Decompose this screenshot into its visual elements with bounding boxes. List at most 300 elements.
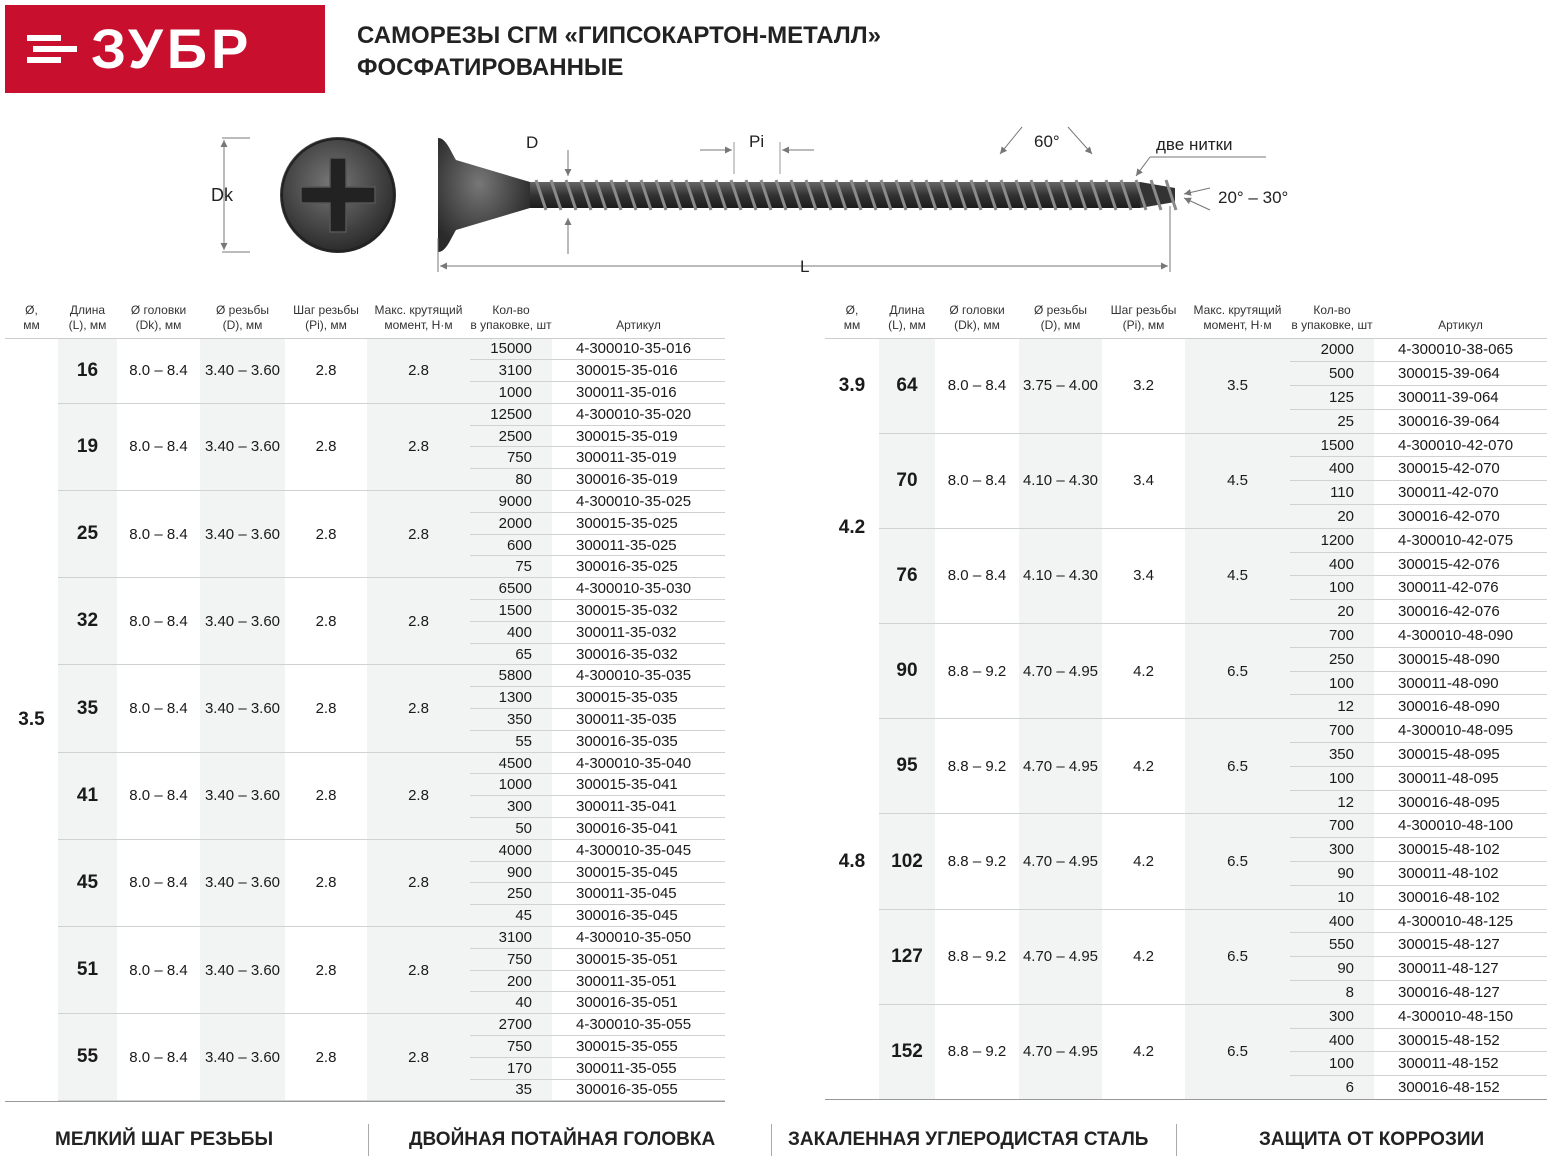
length-cell: 70 (879, 433, 935, 528)
article-cell: 300015-48-095 (1374, 743, 1547, 767)
article-cell: 4-300010-42-075 (1374, 528, 1547, 552)
article-cell: 300015-48-102 (1374, 838, 1547, 862)
article-cell: 300015-35-041 (552, 774, 725, 796)
head-diameter-cell: 8.0 – 8.4 (117, 839, 200, 926)
article-cell: 300011-35-019 (552, 447, 725, 469)
column-header-line: (D), мм (222, 317, 263, 332)
article-cell: 4-300010-48-125 (1374, 909, 1547, 933)
column-header-thread (1019, 298, 1102, 338)
quantity-cell: 2000 (1290, 338, 1374, 362)
thread-diameter-cell: 3.75 – 4.00 (1019, 338, 1102, 433)
column-header-line: Кол-во (1313, 302, 1351, 317)
head-diameter-cell: 8.0 – 8.4 (935, 433, 1019, 528)
quantity-cell: 400 (1290, 1028, 1374, 1052)
article-cell: 300016-48-095 (1374, 790, 1547, 814)
length-cell: 64 (879, 338, 935, 433)
article-cell: 300016-42-076 (1374, 600, 1547, 624)
length-cell: 55 (58, 1014, 117, 1101)
column-header-line: Артикул (616, 317, 661, 332)
table-row (5, 338, 725, 360)
article-cell: 300015-35-019 (552, 425, 725, 447)
quantity-cell: 5800 (470, 665, 552, 687)
quantity-cell: 700 (1290, 719, 1374, 743)
column-header-line: Ø, (25, 302, 38, 317)
column-header-qty (1290, 298, 1374, 338)
table-row (5, 752, 725, 774)
article-cell: 300015-35-016 (552, 360, 725, 382)
article-cell: 300011-48-102 (1374, 862, 1547, 886)
column-header-line: Шаг резьбы (293, 302, 359, 317)
spec-table-right (825, 298, 1547, 1100)
thread-pitch-cell: 2.8 (285, 1014, 367, 1101)
table-row (825, 814, 1547, 838)
length-cell: 41 (58, 752, 117, 839)
thread-pitch-cell: 4.2 (1102, 624, 1185, 719)
thread-diameter-cell: 3.40 – 3.60 (200, 752, 285, 839)
column-header-line: (Pi), мм (305, 317, 347, 332)
quantity-cell: 65 (470, 643, 552, 665)
article-cell: 4-300010-35-030 (552, 578, 725, 600)
thread-angle-label: 60° (1034, 132, 1060, 151)
article-cell: 300016-42-070 (1374, 505, 1547, 529)
feature-separator (771, 1124, 772, 1156)
column-header-line: момент, Н·м (1203, 317, 1272, 332)
column-header-thread (200, 298, 285, 338)
column-header-head (935, 298, 1019, 338)
quantity-cell: 100 (1290, 671, 1374, 695)
quantity-cell: 55 (470, 730, 552, 752)
column-header-line: Ø резьбы (1033, 302, 1087, 317)
feature-separator (1176, 1124, 1177, 1156)
quantity-cell: 100 (1290, 576, 1374, 600)
column-header-line: Длина (889, 302, 925, 317)
quantity-cell: 125 (1290, 386, 1374, 410)
thread-pitch-cell: 2.8 (285, 403, 367, 490)
quantity-cell: 35 (470, 1079, 552, 1101)
column-header-line: Макс. крутящий (1193, 302, 1282, 317)
column-header-line: в упаковке, шт (1291, 317, 1373, 332)
table-row (5, 927, 725, 949)
quantity-cell: 75 (470, 556, 552, 578)
column-header-line: (Dk), мм (135, 317, 182, 332)
head-diameter-cell: 8.8 – 9.2 (935, 624, 1019, 719)
column-header-pitch (285, 298, 367, 338)
article-cell: 300016-35-045 (552, 905, 725, 927)
screw-side-view (438, 127, 1288, 276)
d-label: D (526, 133, 539, 152)
article-cell: 300015-35-032 (552, 600, 725, 622)
torque-cell: 2.8 (367, 665, 470, 752)
diameter-cell: 3.5 (18, 708, 45, 730)
quantity-cell: 1300 (470, 687, 552, 709)
thread-diameter-cell: 4.70 – 4.95 (1019, 1004, 1102, 1099)
quantity-cell: 100 (1290, 766, 1374, 790)
article-cell: 300015-48-152 (1374, 1028, 1547, 1052)
article-cell: 300016-35-055 (552, 1079, 725, 1101)
article-cell: 4-300010-35-055 (552, 1014, 725, 1036)
dk-label: Dk (211, 185, 233, 205)
thread-diameter-cell: 3.40 – 3.60 (200, 927, 285, 1014)
quantity-cell: 8 (1290, 981, 1374, 1005)
quantity-cell: 3100 (470, 927, 552, 949)
thread-diameter-cell: 4.70 – 4.95 (1019, 624, 1102, 719)
table-row (825, 338, 1547, 362)
quantity-cell: 1500 (1290, 433, 1374, 457)
table-row (825, 909, 1547, 933)
article-cell: 300011-35-051 (552, 970, 725, 992)
thread-pitch-cell: 4.2 (1102, 1004, 1185, 1099)
article-cell: 300015-35-035 (552, 687, 725, 709)
thread-diameter-cell: 3.40 – 3.60 (200, 1014, 285, 1101)
column-header-line: (Dk), мм (954, 317, 1000, 332)
length-cell: 76 (879, 528, 935, 623)
thread-diameter-cell: 4.70 – 4.95 (1019, 719, 1102, 814)
torque-cell: 2.8 (367, 1014, 470, 1101)
thread-pitch-cell: 4.2 (1102, 814, 1185, 909)
column-header-article (1374, 298, 1547, 338)
head-diameter-cell: 8.0 – 8.4 (117, 491, 200, 578)
two-threads-label: две нитки (1156, 135, 1233, 154)
article-cell: 300015-48-090 (1374, 647, 1547, 671)
article-cell: 4-300010-48-095 (1374, 719, 1547, 743)
quantity-cell: 12500 (470, 403, 552, 425)
table-row (825, 433, 1547, 457)
thread-diameter-cell: 3.40 – 3.60 (200, 338, 285, 403)
screw-head-top-view (211, 137, 396, 253)
head-diameter-cell: 8.0 – 8.4 (117, 338, 200, 403)
article-cell: 300011-35-045 (552, 883, 725, 905)
length-cell: 32 (58, 578, 117, 665)
thread-pitch-cell: 3.4 (1102, 528, 1185, 623)
column-header-len (58, 298, 117, 338)
quantity-cell: 1000 (470, 774, 552, 796)
head-diameter-cell: 8.8 – 9.2 (935, 909, 1019, 1004)
article-cell: 300016-48-127 (1374, 981, 1547, 1005)
article-cell: 4-300010-48-100 (1374, 814, 1547, 838)
thread-pitch-cell: 2.8 (285, 491, 367, 578)
length-cell: 25 (58, 491, 117, 578)
feature-double-countersunk-head: ДВОЙНАЯ ПОТАЙНАЯ ГОЛОВКА (409, 1129, 716, 1150)
quantity-cell: 750 (470, 447, 552, 469)
title-line-1: САМОРЕЗЫ СГМ «ГИПСОКАРТОН-МЕТАЛЛ» (357, 22, 881, 49)
article-cell: 300011-48-090 (1374, 671, 1547, 695)
torque-cell: 3.5 (1185, 338, 1290, 433)
article-cell: 4-300010-35-016 (552, 338, 725, 360)
torque-cell: 2.8 (367, 403, 470, 490)
article-cell: 300015-48-127 (1374, 933, 1547, 957)
quantity-cell: 4500 (470, 752, 552, 774)
quantity-cell: 6 (1290, 1076, 1374, 1100)
torque-cell: 6.5 (1185, 624, 1290, 719)
table-row (825, 719, 1547, 743)
article-cell: 300011-35-055 (552, 1057, 725, 1079)
table-row (5, 491, 725, 513)
quantity-cell: 900 (470, 861, 552, 883)
head-diameter-cell: 8.8 – 9.2 (935, 814, 1019, 909)
article-cell: 300016-48-102 (1374, 885, 1547, 909)
thread-pitch-cell: 3.2 (1102, 338, 1185, 433)
column-header-line: (L), мм (888, 317, 926, 332)
torque-cell: 2.8 (367, 752, 470, 839)
column-header-line: Шаг резьбы (1110, 302, 1177, 317)
column-header-line: (Pi), мм (1122, 317, 1165, 332)
quantity-cell: 300 (1290, 838, 1374, 862)
quantity-cell: 2700 (470, 1014, 552, 1036)
torque-cell: 6.5 (1185, 814, 1290, 909)
article-cell: 300016-39-064 (1374, 409, 1547, 433)
quantity-cell: 9000 (470, 491, 552, 513)
article-cell: 300016-35-019 (552, 469, 725, 491)
column-header-line: Ø головки (130, 302, 187, 317)
brand-name: ЗУБР (91, 17, 253, 80)
quantity-cell: 15000 (470, 338, 552, 360)
thread-pitch-cell: 2.8 (285, 665, 367, 752)
quantity-cell: 25 (1290, 409, 1374, 433)
article-cell: 300011-35-025 (552, 534, 725, 556)
article-cell: 300011-48-095 (1374, 766, 1547, 790)
column-header-line: Артикул (1438, 317, 1483, 332)
thread-diameter-cell: 3.40 – 3.60 (200, 839, 285, 926)
quantity-cell: 1500 (470, 600, 552, 622)
column-header-qty (470, 298, 552, 338)
column-header-head (117, 298, 200, 338)
article-cell: 300016-48-090 (1374, 695, 1547, 719)
table-row (825, 1004, 1547, 1028)
thread-diameter-cell: 4.10 – 4.30 (1019, 433, 1102, 528)
thread-pitch-cell: 2.8 (285, 839, 367, 926)
length-cell: 152 (879, 1004, 935, 1099)
thread-diameter-cell: 3.40 – 3.60 (200, 403, 285, 490)
quantity-cell: 250 (470, 883, 552, 905)
table-row (5, 403, 725, 425)
quantity-cell: 750 (470, 948, 552, 970)
quantity-cell: 750 (470, 1036, 552, 1058)
quantity-cell: 550 (1290, 933, 1374, 957)
quantity-cell: 80 (470, 469, 552, 491)
torque-cell: 4.5 (1185, 433, 1290, 528)
diameter-cell: 4.2 (838, 517, 866, 539)
quantity-cell: 400 (470, 621, 552, 643)
article-cell: 300016-35-041 (552, 818, 725, 840)
head-diameter-cell: 8.0 – 8.4 (117, 665, 200, 752)
article-cell: 4-300010-35-040 (552, 752, 725, 774)
quantity-cell: 20 (1290, 600, 1374, 624)
column-header-line: мм (23, 317, 40, 332)
quantity-cell: 2000 (470, 512, 552, 534)
quantity-cell: 600 (470, 534, 552, 556)
feature-fine-thread: МЕЛКИЙ ШАГ РЕЗЬБЫ (55, 1129, 274, 1150)
column-header-line: Ø головки (949, 302, 1005, 317)
diameter-cell: 4.8 (838, 850, 866, 872)
thread-diameter-cell: 3.40 – 3.60 (200, 491, 285, 578)
length-cell: 95 (879, 719, 935, 814)
head-diameter-cell: 8.8 – 9.2 (935, 719, 1019, 814)
article-cell: 300011-48-127 (1374, 957, 1547, 981)
torque-cell: 4.5 (1185, 528, 1290, 623)
column-header-line: мм (843, 317, 861, 332)
quantity-cell: 110 (1290, 481, 1374, 505)
quantity-cell: 300 (470, 796, 552, 818)
table-row (5, 665, 725, 687)
head-diameter-cell: 8.0 – 8.4 (117, 578, 200, 665)
column-header-line: (D), мм (1040, 317, 1081, 332)
column-header-line: в упаковке, шт (470, 317, 552, 332)
length-cell: 19 (58, 403, 117, 490)
length-cell: 35 (58, 665, 117, 752)
thread-diameter-cell: 3.40 – 3.60 (200, 578, 285, 665)
feature-separator (368, 1124, 369, 1156)
page-title (357, 20, 881, 84)
table-row (5, 1014, 725, 1036)
quantity-cell: 700 (1290, 814, 1374, 838)
column-header-line: Ø резьбы (215, 302, 269, 317)
column-header-dia (5, 298, 58, 338)
article-cell: 300015-35-025 (552, 512, 725, 534)
article-cell: 300011-35-035 (552, 709, 725, 731)
thread-pitch-cell: 3.4 (1102, 433, 1185, 528)
head-diameter-cell: 8.0 – 8.4 (117, 1014, 200, 1101)
thread-pitch-cell: 2.8 (285, 338, 367, 403)
article-cell: 300011-39-064 (1374, 386, 1547, 410)
feature-corrosion-protection: ЗАЩИТА ОТ КОРРОЗИИ (1259, 1129, 1485, 1150)
quantity-cell: 100 (1290, 1052, 1374, 1076)
quantity-cell: 2500 (470, 425, 552, 447)
point-angle-label: 20° – 30° (1218, 188, 1289, 207)
head-diameter-cell: 8.0 – 8.4 (117, 403, 200, 490)
article-cell: 4-300010-35-020 (552, 403, 725, 425)
thread-diameter-cell: 4.70 – 4.95 (1019, 909, 1102, 1004)
article-cell: 300015-39-064 (1374, 362, 1547, 386)
quantity-cell: 90 (1290, 957, 1374, 981)
column-header-torque (367, 298, 470, 338)
head-diameter-cell: 8.8 – 9.2 (935, 1004, 1019, 1099)
pi-label: Pi (749, 132, 765, 151)
article-cell: 300011-35-032 (552, 621, 725, 643)
head-diameter-cell: 8.0 – 8.4 (117, 752, 200, 839)
feature-strip (0, 1124, 1552, 1156)
table-row (5, 578, 725, 600)
table-bottom-rule-right (825, 1099, 1547, 1100)
article-cell: 300015-35-051 (552, 948, 725, 970)
table-row (825, 528, 1547, 552)
quantity-cell: 45 (470, 905, 552, 927)
quantity-cell: 400 (1290, 552, 1374, 576)
article-cell: 4-300010-38-065 (1374, 338, 1547, 362)
logo-arrow-icon (27, 35, 77, 63)
column-header-article (552, 298, 725, 338)
quantity-cell: 350 (470, 709, 552, 731)
quantity-cell: 300 (1290, 1004, 1374, 1028)
article-cell: 4-300010-35-035 (552, 665, 725, 687)
torque-cell: 6.5 (1185, 1004, 1290, 1099)
table-row (825, 624, 1547, 648)
thread-diameter-cell: 4.70 – 4.95 (1019, 814, 1102, 909)
article-cell: 4-300010-48-090 (1374, 624, 1547, 648)
torque-cell: 2.8 (367, 578, 470, 665)
article-cell: 300016-35-035 (552, 730, 725, 752)
thread-diameter-cell: 3.40 – 3.60 (200, 665, 285, 752)
quantity-cell: 90 (1290, 862, 1374, 886)
quantity-cell: 20 (1290, 505, 1374, 529)
quantity-cell: 1200 (1290, 528, 1374, 552)
quantity-cell: 10 (1290, 885, 1374, 909)
torque-cell: 6.5 (1185, 719, 1290, 814)
length-cell: 127 (879, 909, 935, 1004)
article-cell: 300011-35-041 (552, 796, 725, 818)
torque-cell: 2.8 (367, 338, 470, 403)
article-cell: 300016-35-025 (552, 556, 725, 578)
quantity-cell: 200 (470, 970, 552, 992)
article-cell: 4-300010-35-050 (552, 927, 725, 949)
article-cell: 300015-42-070 (1374, 457, 1547, 481)
length-cell: 102 (879, 814, 935, 909)
thread-pitch-cell: 4.2 (1102, 909, 1185, 1004)
head-diameter-cell: 8.0 – 8.4 (117, 927, 200, 1014)
column-header-line: Ø, (845, 302, 859, 317)
torque-cell: 2.8 (367, 927, 470, 1014)
column-header-line: Длина (69, 302, 106, 317)
article-cell: 300011-48-152 (1374, 1052, 1547, 1076)
quantity-cell: 170 (470, 1057, 552, 1079)
quantity-cell: 400 (1290, 909, 1374, 933)
brand-logo (5, 5, 325, 93)
head-diameter-cell: 8.0 – 8.4 (935, 338, 1019, 433)
quantity-cell: 12 (1290, 695, 1374, 719)
table-row (5, 839, 725, 861)
spec-table-left (5, 298, 725, 1101)
screw-diagram (200, 120, 1320, 280)
column-header-len (879, 298, 935, 338)
length-cell: 51 (58, 927, 117, 1014)
article-cell: 300016-35-051 (552, 992, 725, 1014)
quantity-cell: 40 (470, 992, 552, 1014)
quantity-cell: 500 (1290, 362, 1374, 386)
article-cell: 300016-48-152 (1374, 1076, 1547, 1100)
article-cell: 300015-35-055 (552, 1036, 725, 1058)
quantity-cell: 4000 (470, 839, 552, 861)
quantity-cell: 1000 (470, 382, 552, 404)
length-cell: 45 (58, 839, 117, 926)
column-header-line: Макс. крутящий (374, 302, 463, 317)
thread-diameter-cell: 4.10 – 4.30 (1019, 528, 1102, 623)
column-header-pitch (1102, 298, 1185, 338)
thread-pitch-cell: 2.8 (285, 927, 367, 1014)
column-header-line: момент, Н·м (384, 317, 453, 332)
article-cell: 300011-35-016 (552, 382, 725, 404)
column-header-line: Кол-во (492, 302, 530, 317)
column-header-line: (L), мм (68, 317, 107, 332)
thread-pitch-cell: 4.2 (1102, 719, 1185, 814)
head-diameter-cell: 8.0 – 8.4 (935, 528, 1019, 623)
length-cell: 16 (58, 338, 117, 403)
torque-cell: 2.8 (367, 491, 470, 578)
article-cell: 300015-42-076 (1374, 552, 1547, 576)
feature-hardened-carbon-steel: ЗАКАЛЕННАЯ УГЛЕРОДИСТАЯ СТАЛЬ (788, 1129, 1149, 1150)
article-cell: 4-300010-35-045 (552, 839, 725, 861)
quantity-cell: 6500 (470, 578, 552, 600)
article-cell: 4-300010-48-150 (1374, 1004, 1547, 1028)
quantity-cell: 50 (470, 818, 552, 840)
length-cell: 90 (879, 624, 935, 719)
article-cell: 4-300010-35-025 (552, 491, 725, 513)
thread-pitch-cell: 2.8 (285, 752, 367, 839)
column-header-dia (825, 298, 879, 338)
quantity-cell: 250 (1290, 647, 1374, 671)
torque-cell: 6.5 (1185, 909, 1290, 1004)
column-header-torque (1185, 298, 1290, 338)
quantity-cell: 400 (1290, 457, 1374, 481)
torque-cell: 2.8 (367, 839, 470, 926)
